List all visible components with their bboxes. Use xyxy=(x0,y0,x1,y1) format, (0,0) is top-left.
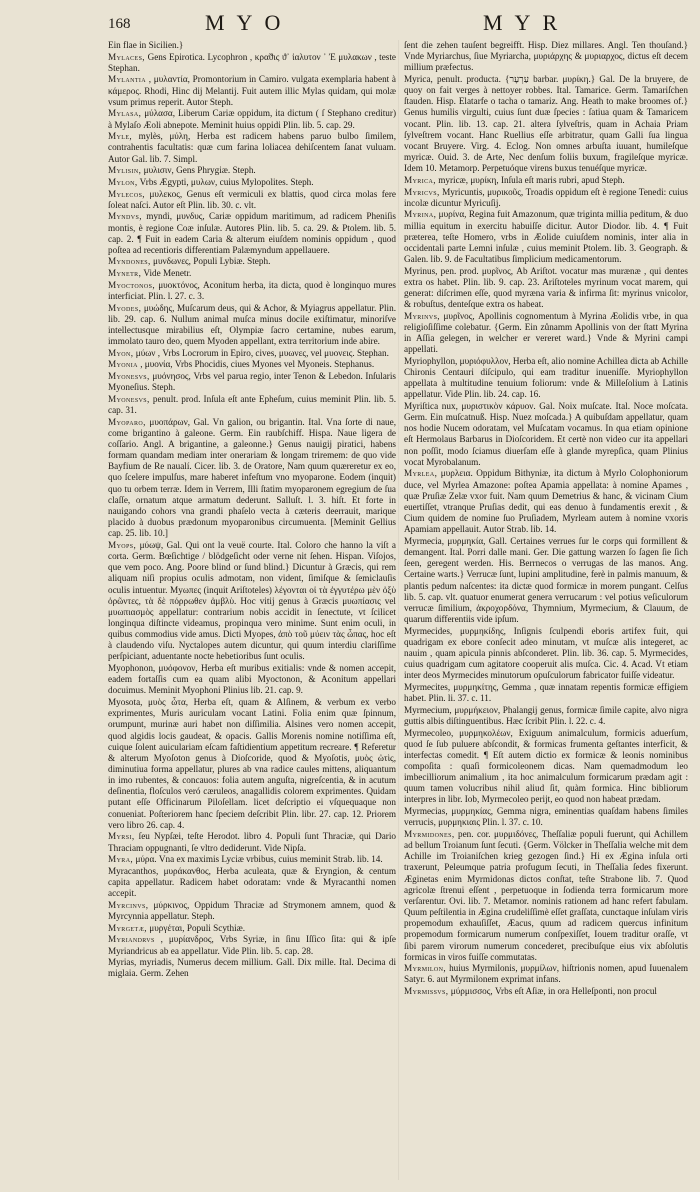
dictionary-entry xyxy=(404,963,688,985)
entry-text: , μυρίανδρος, Vrbs Syriæ, in ſinu Iſſico ſita: qui & ipſe Myriandricus ab ea appellatur. Vide Plin. lib. 5. cap. 28. xyxy=(108,934,396,956)
dictionary-entry xyxy=(108,900,396,922)
dictionary-entry xyxy=(404,536,688,625)
entry-headword: Myle, xyxy=(108,131,133,142)
entry-headword: Myrcinvs, xyxy=(108,899,149,910)
entry-headword: Myricvs, xyxy=(404,186,440,197)
entry-text: μύωψ, Gal. Qui ont la veuë courte. Ital. Coloro che hanno la viſt a corta. Germ. Bœſichtige / blödgeſicht oder verne nit ſehen. Hispan. Viſojos, que vem poco. Ang. Poore blind or ſund blind.} Dicuntur à Græcis, qui rem aliquam niſi propius oculis admotam, non vident, ſimiſque & ſemiclauſis oculis intuentur. Myωπες (inquit Ariſtoteles) λέγονται οἱ τὰ ἐγγυτέρω μὲν ὀξὺ ὁρῶντες, τὰ δὲ πόρρωθεν ἀμβλὺ. Hoc vitij genus à Græcis μυωπίασις vel μυωπιασμὸς appellatur: contrarium nobis accidit in ſenectute, vt ſcilicet longinqua diſtincte videamus, propinqua vero minime. Sunt enim oculi, in quibus commodius vide amus. Dicti Myopes, ἀπὸ τοῦ μύειν τὰς ὦπας, hoc eſt à claudendo viſu. Nyctalopes autem dicuntur, qui quum interdiu clariſſime perſpiciant, aduentante nocte hebetioribus ſunt oculis. xyxy=(108,539,396,662)
entry-headword: Myrlea, xyxy=(404,468,438,479)
dictionary-entry xyxy=(404,175,688,186)
entry-text: Myrmecias, μυρμηκίας, Gemma nigra, eminentias quaſdam habens ſimiles verrucis, μυρμηκιαις Plin. l. 37. c. 10. xyxy=(404,806,688,828)
entry-headword: Myonesvs, xyxy=(108,371,150,382)
entry-headword: Myrgetæ, xyxy=(108,922,147,933)
entry-text: Myricuntis, μυρικοῦς, Troadis oppidum eſt è regione Tenedi: cuius incolæ dicuntur Myricuſij. xyxy=(404,186,688,208)
entry-headword: Myrmidones, xyxy=(404,828,455,839)
dictionary-entry xyxy=(108,189,396,211)
dictionary-entry xyxy=(108,934,396,956)
entry-headword: Myrmissvs, xyxy=(404,986,449,997)
running-head-right: MYR xyxy=(483,10,570,35)
entry-headword: Myra, xyxy=(108,854,134,865)
entry-headword: Myonesvs, xyxy=(108,393,150,404)
entry-text: Myrias, myriadis, Numerus decem millium. Gall. Dix mille. Ital. Decima di miglaia. Germ. Zehen xyxy=(108,957,396,979)
dictionary-entry xyxy=(108,394,396,416)
entry-headword: Mylaces, xyxy=(108,51,146,62)
entry-text: Vide Menetr. xyxy=(143,268,192,279)
column-gutter xyxy=(398,40,399,1180)
dictionary-entry xyxy=(108,957,396,979)
page-number: 168 xyxy=(108,16,131,32)
entry-text: Vrbs Ægypti, μυλων, cuius Mylopolites. Steph. xyxy=(139,176,314,187)
entry-text: myricæ, μυρίκη, Inſula eſt maris rubri, apud Steph. xyxy=(438,174,625,185)
dictionary-entry xyxy=(404,626,688,682)
entry-text: , μυονία, Vrbs Phocidis, ciues Myones vel Myoneis. Stephanus. xyxy=(140,359,375,370)
entry-text: Myriophyllon, μυριόφυλλον, Herba eſt, alio nomine Achillea dicta ab Achille Chironis Centauri diſcipulo, qui eam traditur inueniſſe. Myriophyllon appellata à multitudine tenuium foliorum: vnde & Milleſolium à Latinis appellatur. Vide Plin. lib. 24. cap. 16. xyxy=(404,355,688,400)
dictionary-entry xyxy=(108,211,396,256)
entry-text: μυλεκος, Genus eſt vermiculi ex blattis, quod circa molas fere ſoleat naſci. Autor eſt Plin. lib. 30. c. vlt. xyxy=(108,188,396,210)
dictionary-entry xyxy=(108,40,396,51)
entry-headword: Myops, xyxy=(108,539,137,550)
dictionary-entry xyxy=(404,356,688,401)
entry-text: μυώδης, Muſcarum deus, qui & Achor, & Myiagrus appellatur. Plin. lib. 29. cap. 6. Nullum animal muſca minus docile exiſtimatur, minoriſve intellectusque mirabilius eſt, Olympiæ ſacro certamine, nubes earum, immolato tauro deo, quem Myoden appellant, extra territorium inde abire. xyxy=(108,302,396,347)
dictionary-entry xyxy=(108,371,396,393)
entry-text: μυλισιν, Gens Phrygiæ. Steph. xyxy=(143,165,256,176)
dictionary-entry xyxy=(404,806,688,828)
entry-headword: Myndvs, xyxy=(108,211,142,222)
entry-headword: Mylasa, xyxy=(108,108,142,119)
entry-text: Myrmecoleo, μυρμηκολέων, Exiguum animalculum, formicis aduerſum, quod ſe ſub puluere abſcondit, & formicas frumenta geſtantes interficit, & interfectas comedit. ¶ Eſt autem dictio ex formicæ & leonis nominibus compoſita : quaſi formicoleonem dicas. Nam quemadmodum leo imbecilliorum animalium , ita hoc animalculum formicarum prædam agit : quum tamen volucribus nihil aliud ſit, quàm formica. Hinc bibliorum interpres in libr. Iob, Myrmecoleo perijt, eo quod non habeat prædam. xyxy=(404,727,688,805)
entry-headword: Myndones, xyxy=(108,256,151,267)
entry-text: , μυλαντία, Promontorium in Camiro. vulgata exemplaria habent à κάμερος. Rhodi, Hinc dij Melantij. Fuit autem illic Mylas quidam, qui molæ vsum primus reperit. Autor Steph. xyxy=(108,74,397,107)
dictionary-entry xyxy=(404,986,688,997)
entry-text: μυρῖνος, Apollinis cognomentum à Myrina Æolidis vrbe, in qua religioſiſſime colebatur. {Germ. Ein zůnamm Apollinis von der ſtatt Myrina in Aſſia gelegen, in welcher er vereret ward.} Vnde & Myrini campi appellati. xyxy=(404,310,689,355)
entry-text: μυοπάρων, Gal. Vn galion, ou brigantin. Ital. Vna ſorte di naue, come brigantino à galeone. Germ. Ein raubſchiff. Hispa. Naue ligera de coſſario. Angl. A brigantine, a galeonne.} Genus nauigij piratici, habens formam quandam mediam inter onerariam & longam triremem: de quo vide Bayfium de Re naualí. Cicer. lib. 3. de Oratore, Nam quum quæreretur ex eo, quo ſcelere impulſus, mare haberet infeſtum vno myoparone. Eodem (inquit) quo tu orbem terræ. Idem in Verrem, Illi ſtatim myoparonem egregium de ſua claſſe, ornatum atque armatum dederunt. Salluſt. l. 3. hiſt. Et forte in nauigando cohors vna grandi phaſelo vecta à cæteris deerrauit, marique placido à duobus prædonum myoparonibus circumuenta. [Meminit Gellius cap. 25. lib. 10.] xyxy=(108,416,397,539)
entry-text: μυρίνα, Regina fuit Amazonum, quæ triginta millia peditum, & duo millia equitum in exercitu habuiſſe dicitur. Autor Diodor. lib. 4. ¶ Fuit præterea, teſte Homero, vrbs in Æolide cuiuſdem nominis, inter alia in occidentali parte Lemni inſulæ , cuius meminit Ptolem. lib. 3. Geograph. & Galen. lib. 9. de Facultatibus ſimplicium medicamentorum. xyxy=(404,209,688,264)
dictionary-entry xyxy=(404,266,688,311)
entry-text: μυργέται, Populi Scythiæ. xyxy=(149,922,246,933)
entry-text: μυοκτόνος, Aconitum herba, ita dicta, quod è longinquo mures interficiat. Plin. l. 27. c. 3. xyxy=(108,279,396,301)
entry-text: Myrmecides, μυρμηκίδης, Inſignis ſculpendi eboris artifex fuit, qui quadrigam ex ebore conſecit adeo minutam, vt muſcæ alis integeret, ac nauim , quam apicula pinnis abſconderet. Plin. lib. 36. cap. 5. Myrmecides, cuius quadrigam cum agitatore cooperuit alis muſca. Cic. 4. Acad. Vt etiam inter deos Myrmecides minutorum opuſculorum fabricator fuiſſe videatur. xyxy=(404,625,688,681)
dictionary-entry xyxy=(404,401,688,468)
entry-text: Myrinus, pen. prod. μυρῖνος, Ab Ariſtot. vocatur mas murænæ , qui dentes extra os habet. Plin. lib. 9. cap. 23. Ariſtoteles myrinum vocat marem, qui generat: diſcrimen eſſe, quod myræna varia & infirma ſit: myrinus vnicolor, & robuſtus, denteſque extra os habeat. xyxy=(404,265,688,310)
entry-headword: Myon, xyxy=(108,347,134,358)
entry-headword: Myrsi, xyxy=(108,831,135,842)
entry-text: huius Myrmilonis, μυρμίλων, hiſtrionis nomen, apud Iuuenalem Satyr. 6. aut Myrmilonem exprimat infans. xyxy=(404,963,689,985)
entry-headword: Myoctonos, xyxy=(108,279,156,290)
entry-headword: Mynetr, xyxy=(108,268,142,279)
entry-text: penult. prod. Inſula eſt ante Epheſum, cuius meminit Plin. lib. 5. cap. 31. xyxy=(108,393,396,415)
dictionary-entry xyxy=(404,74,688,174)
entry-text: mylès, μύλη, Herba est radicem habens paruo bulbo ſimilem, contrahentis facultatis: quæ cum farina loliacea dehiſcentem ſanat vuluam. Autor Gal. lib. 7. Simpl. xyxy=(108,131,396,164)
dictionary-entry xyxy=(108,74,396,107)
entry-text: Myophonon, μυόφονον, Herba eſt muribus exitialis: vnde & nomen accepit, eadem fortaſſis cum ea quam alibi Myoctonon, & Aconitum appellari docuimus. Meminit Myophoni Plinius lib. 21. cap. 9. xyxy=(108,663,396,696)
entry-text: Myosota, μυὸς ὦτα, Herba eſt, quam & Alſinem, & verbum ex verbo exprimentes, Muris auriculam vocant Latini. Folia enim quæ ſpinnum, orumpunt, murinæ auri habet non diſſimilia. Alsines vero nomen accepit, quod algidis locis gaudeat, & opacis. Gallis Morenis nomine notiſſima eſt, cuique ſolent auiculariam eſcam faſtidientium appetitum recreare. ¶ Referetur & alterum Myoſoton genus à Dioſcoride, quod & Myoſotis, μυὸς ὠτὶς, diminutiua forma appellatur, plures ab vna radice caules mittens, aliquantum in imo rubentes, & concauos: folia autem anguſta, nigreſcentia, & in acutum deſinentia, floſculos veró cæruleos, anagallidis colorem exprimentes. Quidam putant eſſe Officinarum Piloſellam. licet deſcriptio ei vſquequaque non conueniat. Poſteriorem hanc ſpeciem deſcribit Plin. libr. 27. cap. 12. Priorem vero libro 26. cap. 4. xyxy=(108,697,396,830)
entry-text: Myrmecia, μυρμηκία, Gall. Certaines verrues ſur le corps qui formillent & demangent. Ital. Porri dalle mani. Ger. Die gattung warzen ſo ſagen ſie ſich ſeen, geregent werden. His. Berrnecos o verrugas de las manos. Ang. Certaine warts.} Verrucæ ſunt, lupini amplitudine, ferè in palmis manuum, & plantis pedum naſcentes: ita dictæ quod formicæ in morem pungant. Celſus lib. 5. cap. vlt. quatuor enumerat genera verrucarum : vel potius veſiculorum verrucæ ſimilium, ἀκροχορδόνα, Thymnium, Myrmecium, & Clauum, de quarum differentiis vide ipſum. xyxy=(404,535,688,624)
dictionary-entry xyxy=(108,663,396,696)
dictionary-entry xyxy=(108,540,396,663)
left-column xyxy=(108,40,396,979)
running-head-left: MYO xyxy=(205,10,293,35)
dictionary-entry xyxy=(404,468,688,535)
entry-headword: Myonia xyxy=(108,359,138,370)
dictionary-entry xyxy=(108,131,396,164)
dictionary-entry xyxy=(108,866,396,899)
entry-headword: Mylecos, xyxy=(108,188,146,199)
dictionary-entry xyxy=(404,187,688,209)
dictionary-entry xyxy=(108,108,396,130)
dictionary-entry xyxy=(404,682,688,704)
dictionary-entry xyxy=(108,923,396,934)
entry-text: Myriſtica nux, μυριστικὸν κάρυον. Gal. Noix muſcate. Ital. Noce moſcata. Germ. Ein muſcatnuß. Hisp. Nuez moſcada.} A quibuſdam appellatur, quam nos hodie Nucem odoratam, vel Muſcatam vocamus. In qua etiam opinione eſt Hermolaus Barbarus in Dioſcoridem. Et certè non video cur ita appellari non poſſit, modo ſciamus diuerſam eſſe à glande myrepſica, quam Plinius vocat Myrobalanum. xyxy=(404,401,688,467)
entry-text: μυρλεια. Oppidum Bithyniæ, ita dictum à Myrlo Colophoniorum duce, vel Myrlea Amazone: poſtea Apamia appellata: à nomine Apames , quæ Pruſiæ Zelæ vxor fuit. Nam quum Demetrius & hanc, & vicinam Cium euertiſſet, vtranque Pruſias dedit, qui eas denuo à fundamentis erexit , & Cium quidem de nomine ſuo Pruſiadem, Myrleam autem à nomine vxoris Apamiam appellauit. Autor Strab. lib. 14. xyxy=(404,468,689,535)
entry-headword: Myriandrvs xyxy=(108,934,155,945)
entry-text: μυόνησος, Vrbs vel parua regio, inter Tenon & Lebedon. Inſularis Myoneſius. Steph. xyxy=(108,371,396,393)
entry-text: Gens Epirotica. Lycophron , κρα̃ϑις ϑ᾽ ἰαλυτον ᾽ Ἐ μυλακων , teste Stephan. xyxy=(108,51,397,73)
entry-text: Myrmecites, μυρμηκίτης, Gemma , quæ innatam repentis formicæ effigiem habet. Plin. li. 37. c. 11. xyxy=(404,681,688,704)
entry-text: ſeu Nypſæi, teſte Herodot. libro 4. Populi ſunt Thraciæ, qui Dario Thraciam oppugnanti, ſe vltro dediderunt. Vide Nipſa. xyxy=(108,831,397,853)
right-column xyxy=(404,40,688,997)
entry-headword: Myoparo, xyxy=(108,416,146,427)
dictionary-entry xyxy=(108,256,396,267)
entry-text: pen. cor. μυρμιδόνες, Theſſaliæ populi fuerunt, qui Achillem ad bellum Troianum ſunt ſecuti. {Germ. Völcker in Theſſalia welche mit dem Achille im Troianiſchen krieg gezogen ſind.} Hi ex Ægina inſula orti traxerunt, Peleumque patria profugum ſecuti, in Theſſalia ſedes fixerunt. Æginetas enim Myrmidonas dictos conſtat, teſte Strabone lib. 7. Quod agricolæ ſtrenui eſſent , perpetuoque in ſodienda terra formicarum more verſarentur. Ovi. lib. 7. Metamor. nominis rationem ad hanc refert fabulam. Quum peſtilentia in Ægina crudeliſſimè eſſet graſſata, cunctaque inſulam viris propemodum exhauſiſſet, Æacus, quum ad radicem quercus infinitum propemodum formicarum numerum conſpexiſſet, Iouem traditur oraſſe, vt ſibi parem virorum numerum concederet, precibuſque eius vix abſolutis formicas in viros fuiſſe commutatas. xyxy=(404,828,688,962)
dictionary-entry xyxy=(108,348,396,359)
entry-headword: Mylon, xyxy=(108,176,138,187)
dictionary-entry xyxy=(108,52,396,74)
entry-text: μύρμισσος, Vrbs eſt Aſiæ, in ora Helleſponti, non procul xyxy=(450,986,657,997)
entry-headword: Myrina, xyxy=(404,209,437,220)
entry-headword: Myrinvs, xyxy=(404,310,441,321)
entry-headword: Myrmilon, xyxy=(404,963,447,974)
entry-headword: Myrica, xyxy=(404,174,436,185)
dictionary-entry xyxy=(108,303,396,348)
entry-headword: Mylantia xyxy=(108,74,147,85)
entry-text: μύλασα, Liberum Cariæ oppidum, ita dictum ( ſ Stephano creditur) à Mylaſo Æoli abnepote. Meminit huius oppidi Plin. lib. 5. cap. 29. xyxy=(108,108,397,130)
dictionary-entry xyxy=(108,359,396,370)
entry-text: Myrmecium, μυρμήκειον, Phalangij genus, formicæ ſimile capite, alvo nigra guttis albis diſtinguentibus. Hæc ſcribit Plin. l. 22. c. 4. xyxy=(404,704,688,726)
dictionary-entry xyxy=(108,854,396,865)
entry-text: μύρκινος, Oppidum Thraciæ ad Strymonem amnem, quod & Myrcynnia appellatur. Steph. xyxy=(108,899,396,922)
dictionary-entry xyxy=(108,280,396,302)
dictionary-entry xyxy=(108,417,396,540)
dictionary-entry xyxy=(108,165,396,176)
entry-text: Myracanthos, μυράκανθος, Herba aculeata, quæ & Eryngion, & centum capita appellatur. Radicem habet odoratam: vnde & Myracanthi nomen accepit. xyxy=(108,865,396,899)
entry-text: Myrica, penult. producta. {עַרְעָר barbar. μυρίκη.} Gal. De la bruyere, de quoy on fait verges à nettoyer robbes. Ital. Tamarice. Germ. Tamariſchen ſtauden. Hisp. Elatarfe o tacha o tamariz. Ang. Heath to make broomes of.} Genus humilis virgulti, cuius ſunt duæ ſpecies : ſatiua quam & Tamaricem vocant. Plin. lib. 13. cap. 21. altera ſylveſtris, quam in Achaia Priam ſylveſtrem vocant. Hanc Ruellius eſſe arbitratur, quam Galli ſua lingua vocant Bruyere. Virg. 4. Eclog. Non omnes arbuſta iuuant, humileſque myricæ. Ouid. 3. de Arte, Nec denſum foliis buxum, fragileſque myricæ. Idem 10. Metamorp. Perpetuóque virens buxus tenuéſque myricæ. xyxy=(404,73,688,174)
entry-headword: Mylisin, xyxy=(108,165,142,176)
dictionary-entry xyxy=(404,829,688,963)
dictionary-entry xyxy=(404,209,688,265)
dictionary-entry xyxy=(108,697,396,831)
dictionary-entry xyxy=(108,268,396,279)
dictionary-entry xyxy=(404,311,688,356)
dictionary-entry xyxy=(108,831,396,853)
dictionary-entry xyxy=(404,40,688,73)
dictionary-entry xyxy=(108,177,396,188)
dictionary-entry xyxy=(404,728,688,806)
entry-text: myndi, μυνδυς, Cariæ oppidum maritimum, ad radicem Pheniſis montis, è regione Coæ inſulæ. Autores Plin. lib. 5. ca. 29. & Ptolem. lib. 5. cap. 2. ¶ Fuit in eadem Caria & alterum eiuſdem nominis oppidum , quod poſtea ad recentioris differentiam Palæmyndum appellauere. xyxy=(108,211,396,255)
entry-text: μύων , Vrbs Locrorum in Epiro, cives, μυωνες, vel μυονεις. Stephan. xyxy=(135,347,389,358)
entry-text: μυνδωνες, Populi Lybiæ. Steph. xyxy=(153,256,271,267)
dictionary-entry xyxy=(404,705,688,727)
entry-text: Ein flae in Sicilien.} xyxy=(108,40,184,50)
entry-text: ſent die zehen tauſent begreifft. Hisp. Diez millares. Angl. Ten thouſand.} Vnde Myriarchus, ſiue Myriarcha, μυριάρχης & μυριαρχος, dictus eſt decem millium præfectus. xyxy=(404,40,688,73)
entry-headword: Myodes, xyxy=(108,302,142,313)
entry-text: μύρα. Vna ex maximis Lyciæ vrbibus, cuius meminit Strab. lib. 14. xyxy=(135,854,383,865)
